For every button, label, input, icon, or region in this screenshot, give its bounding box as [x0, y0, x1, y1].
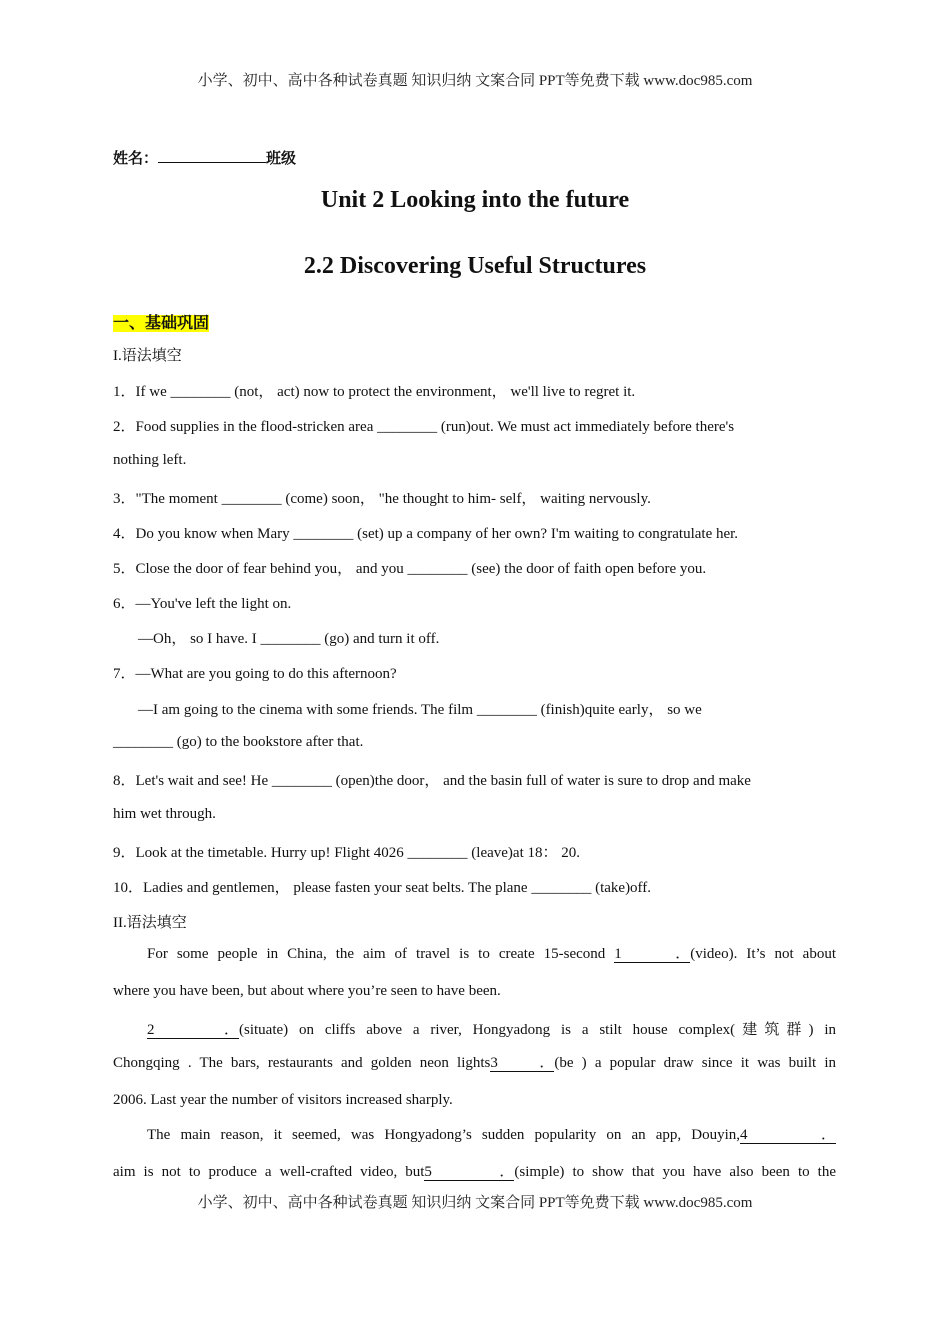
class-label: 班级 — [266, 151, 297, 167]
page-title: Unit 2 Looking into the future — [320, 187, 630, 213]
page-header: 小学、初中、高中各种试卷真题 知识归纳 文案合同 PPT等免费下载 www.doc985.com — [197, 73, 753, 89]
question-6: 6．—You've left the light on. — [113, 596, 292, 612]
question-7-cont: ________ (go) to the bookstore after that. — [113, 734, 364, 750]
question-7-reply: —I am going to the cinema with some friends. The film ________ (finish)quite early， so we — [138, 702, 702, 718]
passage-line-2: where you have been, but about where you’re seen to have been. — [113, 983, 501, 999]
question-2-cont: nothing left. — [113, 452, 187, 468]
passage-line-1 — [147, 946, 836, 963]
question-10: 10．Ladies and gentlemen， please fasten your seat belts. The plane ________ (take)off. — [113, 880, 652, 896]
passage-text: (video). It’s not about — [690, 946, 836, 962]
passage-text: aim is not to produce a well-crafted video, but — [113, 1164, 425, 1180]
page-subtitle: 2.2 Discovering Useful Structures — [303, 253, 647, 279]
passage-line-5: 2006. Last year the number of visitors increased sharply. — [113, 1092, 453, 1108]
passage-line-7 — [113, 1164, 836, 1181]
blank-4[interactable]: 4． — [740, 1127, 836, 1143]
passage-text: (simple) to show that you have also been to the — [514, 1164, 836, 1180]
name-blank[interactable] — [158, 148, 266, 163]
question-4: 4．Do you know when Mary ________ (set) up a company of her own? I'm waiting to congratulate her. — [113, 526, 739, 542]
passage-text: The main reason, it seemed, was Hongyadong’s sudden popularity on an app, Douyin, — [147, 1127, 740, 1143]
name-label: 姓名： — [113, 151, 159, 167]
question-5: 5．Close the door of fear behind you， and you ________ (see) the door of faith open before you. — [113, 561, 707, 577]
blank-3[interactable]: 3． — [490, 1055, 555, 1071]
question-3: 3．"The moment ________ (come) soon， "he thought to him- self， waiting nervously. — [113, 491, 651, 507]
passage-text: (be ) a popular draw since it was built in — [554, 1055, 836, 1071]
section-heading — [113, 310, 209, 333]
blank-2[interactable]: 2． — [147, 1022, 239, 1038]
question-2: 2．Food supplies in the flood-stricken area ________ (run)out. We must act immediately before there's — [113, 419, 735, 435]
part1-heading: I.语法填空 — [113, 348, 182, 364]
blank-5[interactable]: 5． — [424, 1164, 515, 1180]
passage-line-4 — [113, 1055, 836, 1072]
blank-1[interactable]: 1． — [614, 946, 691, 962]
question-1: 1．If we ________ (not， act) now to protect the environment， we'll live to regret it. — [113, 384, 636, 400]
question-8-cont: him wet through. — [113, 806, 216, 822]
passage-line-3 — [147, 1018, 836, 1039]
question-7: 7．—What are you going to do this afternoon? — [113, 666, 397, 682]
passage-text: Chongqing . The bars, restaurants and golden neon lights — [113, 1055, 491, 1071]
passage-text: For some people in China, the aim of travel is to create 15-second — [147, 946, 615, 962]
question-9: 9．Look at the timetable. Hurry up! Flight 4026 ________ (leave)at 18： 20. — [113, 845, 580, 861]
student-info-line — [113, 147, 296, 168]
question-6-reply: —Oh， so I have. I ________ (go) and turn it off. — [138, 631, 440, 647]
section-heading-text: 一、基础巩固 — [113, 315, 210, 332]
question-8: 8．Let's wait and see! He ________ (open)the door， and the basin full of water is sure to drop and make — [113, 773, 751, 789]
passage-text: (situate) on cliffs above a river, Hongyadong is a stilt house complex(建筑群) in — [239, 1022, 836, 1038]
passage-line-6 — [147, 1127, 836, 1144]
page-footer: 小学、初中、高中各种试卷真题 知识归纳 文案合同 PPT等免费下载 www.doc985.com — [197, 1195, 753, 1211]
part2-heading: II.语法填空 — [113, 915, 187, 931]
